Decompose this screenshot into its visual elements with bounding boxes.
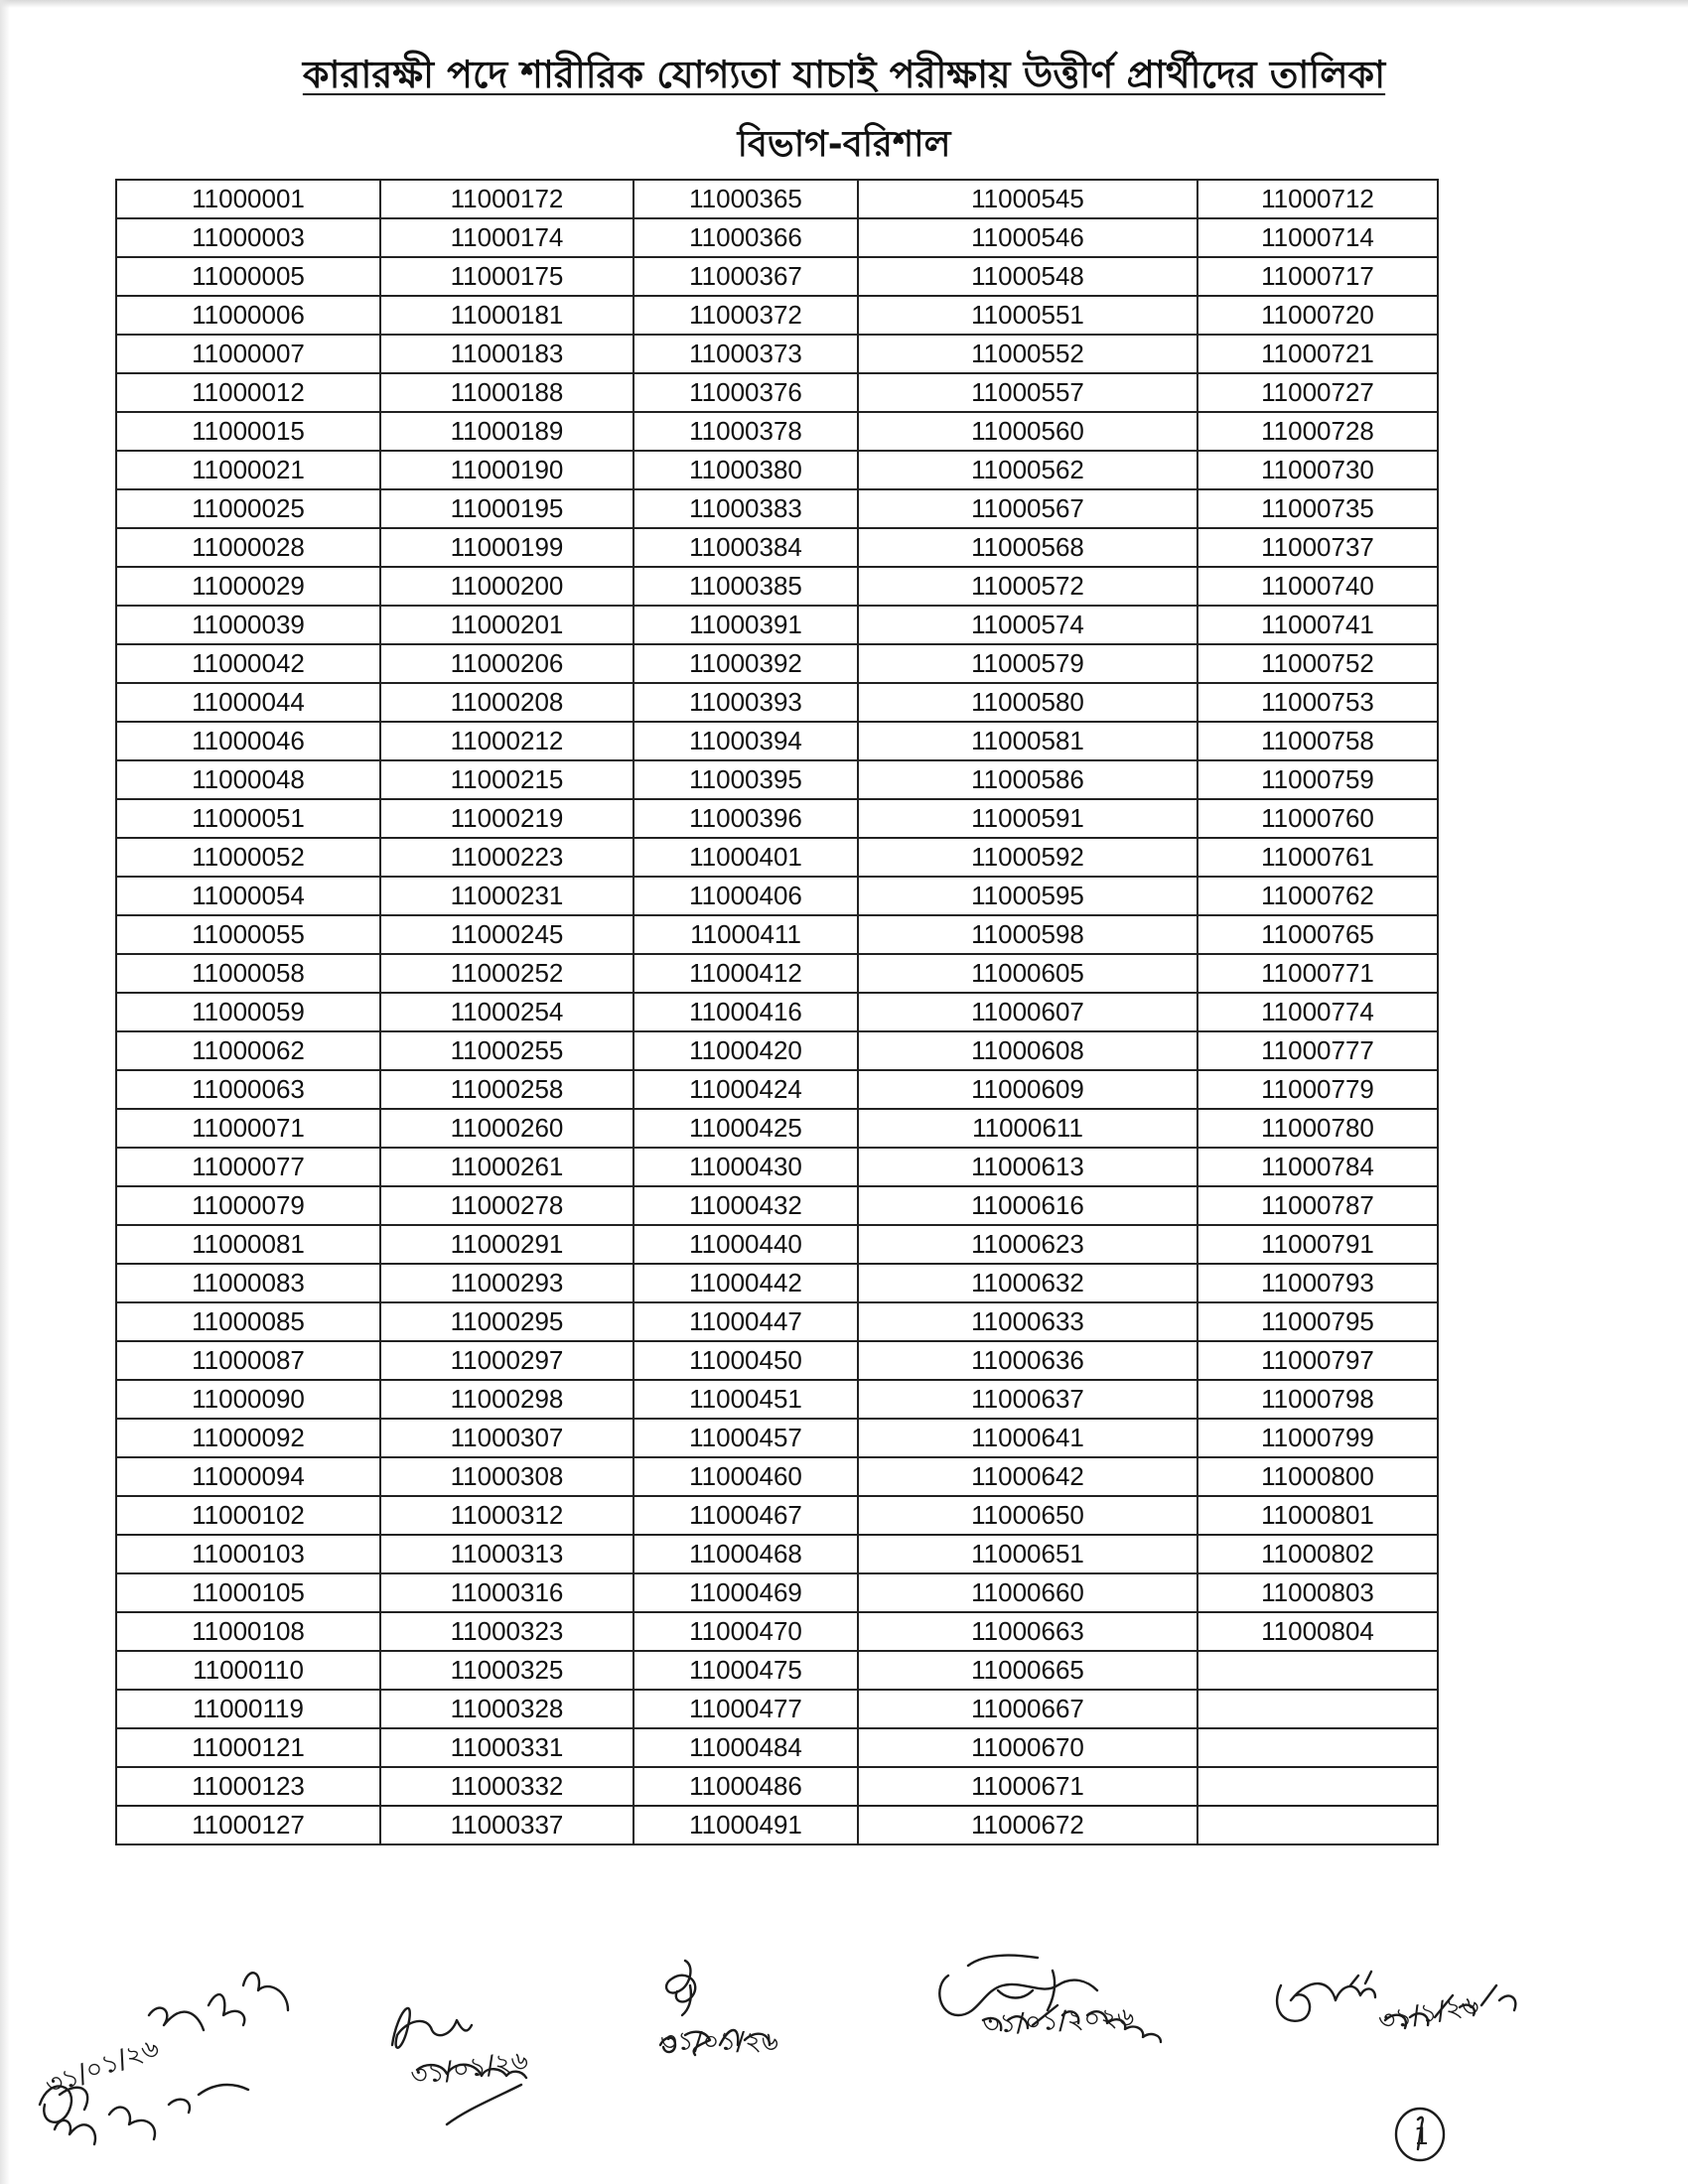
roll-number-cell: 11000671 — [858, 1767, 1197, 1806]
roll-number-cell: 11000728 — [1197, 412, 1438, 451]
roll-number-cell: 11000121 — [116, 1728, 380, 1767]
roll-number-cell: 11000255 — [380, 1031, 633, 1070]
signature-3-date: ৩১/০১/২৬ — [660, 2027, 778, 2057]
document-title — [0, 46, 1688, 109]
table-row — [116, 1148, 1438, 1186]
roll-number-cell: 11000740 — [1197, 567, 1438, 606]
signature-1 — [40, 1973, 288, 2144]
roll-number-cell: 11000457 — [633, 1419, 858, 1457]
roll-number-cell: 11000581 — [858, 722, 1197, 760]
roll-number-cell — [1197, 1728, 1438, 1767]
table-row — [116, 1419, 1438, 1457]
roll-number-cell: 11000190 — [380, 451, 633, 489]
roll-number-cell: 11000714 — [1197, 218, 1438, 257]
roll-number-cell: 11000632 — [858, 1264, 1197, 1302]
roll-number-cell: 11000761 — [1197, 838, 1438, 877]
table-row — [116, 1806, 1438, 1844]
roll-number-cell: 11000545 — [858, 180, 1197, 218]
roll-number-cell — [1197, 1767, 1438, 1806]
table-row — [116, 335, 1438, 373]
roll-number-cell: 11000660 — [858, 1573, 1197, 1612]
table-row — [116, 644, 1438, 683]
table-row — [116, 1380, 1438, 1419]
roll-number-cell: 11000052 — [116, 838, 380, 877]
table-row — [116, 1186, 1438, 1225]
roll-number-cell: 11000258 — [380, 1070, 633, 1109]
roll-number-cell: 11000557 — [858, 373, 1197, 412]
roll-number-cell: 11000042 — [116, 644, 380, 683]
roll-number-cell: 11000044 — [116, 683, 380, 722]
roll-number-cell: 11000613 — [858, 1148, 1197, 1186]
roll-number-cell: 11000393 — [633, 683, 858, 722]
roll-number-cell: 11000105 — [116, 1573, 380, 1612]
roll-number-cell: 11000175 — [380, 257, 633, 296]
table-row — [116, 799, 1438, 838]
roll-number-cell: 11000801 — [1197, 1496, 1438, 1535]
table-row — [116, 1612, 1438, 1651]
signature-5-date: ৩১/১/২৬ — [1376, 1989, 1481, 2037]
roll-number-cell: 11000083 — [116, 1264, 380, 1302]
roll-number-cell: 11000579 — [858, 644, 1197, 683]
roll-number-cell: 11000468 — [633, 1535, 858, 1573]
roll-number-cell: 11000567 — [858, 489, 1197, 528]
table-row — [116, 180, 1438, 218]
roll-number-cell: 11000308 — [380, 1457, 633, 1496]
roll-number-cell: 11000650 — [858, 1496, 1197, 1535]
roll-number-cell: 11000395 — [633, 760, 858, 799]
roll-number-cell: 11000245 — [380, 915, 633, 954]
roll-number-cell: 11000797 — [1197, 1341, 1438, 1380]
roll-number-cell: 11000730 — [1197, 451, 1438, 489]
roll-number-cell: 11000580 — [858, 683, 1197, 722]
document-subtitle: বিভাগ-বরিশাল — [737, 124, 951, 165]
roll-number-cell: 11000791 — [1197, 1225, 1438, 1264]
table-row — [116, 954, 1438, 993]
roll-number-cell: 11000609 — [858, 1070, 1197, 1109]
roll-number-cell: 11000779 — [1197, 1070, 1438, 1109]
table-row — [116, 528, 1438, 567]
table-row — [116, 1031, 1438, 1070]
signature-2-date: ৩১/০১/২৬ — [408, 2045, 530, 2092]
roll-number-cell: 11000307 — [380, 1419, 633, 1457]
roll-number-cell: 11000447 — [633, 1302, 858, 1341]
table-row — [116, 1535, 1438, 1573]
roll-number-cell: 11000012 — [116, 373, 380, 412]
roll-number-cell: 11000469 — [633, 1573, 858, 1612]
table-row — [116, 1341, 1438, 1380]
roll-number-cell: 11000568 — [858, 528, 1197, 567]
roll-number-cell: 11000741 — [1197, 606, 1438, 644]
roll-number-cell: 11000199 — [380, 528, 633, 567]
roll-number-cell: 11000391 — [633, 606, 858, 644]
roll-number-cell: 11000372 — [633, 296, 858, 335]
roll-number-cell: 11000425 — [633, 1109, 858, 1148]
table-row — [116, 412, 1438, 451]
table-row — [116, 218, 1438, 257]
roll-number-cell: 11000001 — [116, 180, 380, 218]
roll-number-cell: 11000430 — [633, 1148, 858, 1186]
roll-number-cell: 11000412 — [633, 954, 858, 993]
roll-number-cell: 11000174 — [380, 218, 633, 257]
roll-number-cell: 11000219 — [380, 799, 633, 838]
roll-number-cell: 11000102 — [116, 1496, 380, 1535]
roll-number-cell: 11000486 — [633, 1767, 858, 1806]
signature-area — [0, 1946, 1688, 2184]
roll-number-cell: 11000598 — [858, 915, 1197, 954]
table-row — [116, 257, 1438, 296]
roll-number-cell: 11000572 — [858, 567, 1197, 606]
roll-number-cell: 11000623 — [858, 1225, 1197, 1264]
roll-number-cell: 11000331 — [380, 1728, 633, 1767]
roll-number-cell: 11000328 — [380, 1690, 633, 1728]
roll-number-cell: 11000396 — [633, 799, 858, 838]
roll-number-cell: 11000394 — [633, 722, 858, 760]
roll-number-cell: 11000007 — [116, 335, 380, 373]
roll-number-cell: 11000670 — [858, 1728, 1197, 1767]
table-row — [116, 1070, 1438, 1109]
roll-number-cell: 11000424 — [633, 1070, 858, 1109]
roll-number-cell: 11000460 — [633, 1457, 858, 1496]
roll-number-cell: 11000484 — [633, 1728, 858, 1767]
table-row — [116, 722, 1438, 760]
roll-number-cell: 11000762 — [1197, 877, 1438, 915]
roll-number-cell: 11000316 — [380, 1573, 633, 1612]
roll-number-cell: 11000295 — [380, 1302, 633, 1341]
roll-number-cell: 11000081 — [116, 1225, 380, 1264]
roll-number-cell: 11000260 — [380, 1109, 633, 1148]
roll-number-cell: 11000552 — [858, 335, 1197, 373]
roll-number-cell: 11000795 — [1197, 1302, 1438, 1341]
roll-number-cell: 11000440 — [633, 1225, 858, 1264]
roll-number-cell: 11000092 — [116, 1419, 380, 1457]
roll-number-cell: 11000103 — [116, 1535, 380, 1573]
roll-number-cell: 11000787 — [1197, 1186, 1438, 1225]
roll-number-cell: 11000252 — [380, 954, 633, 993]
roll-number-cell: 11000383 — [633, 489, 858, 528]
roll-number-cell: 11000607 — [858, 993, 1197, 1031]
roll-number-cell: 11000332 — [380, 1767, 633, 1806]
roll-number-cell: 11000651 — [858, 1535, 1197, 1573]
signatures-drawing — [0, 1946, 1688, 2184]
roll-number-cell: 11000025 — [116, 489, 380, 528]
roll-number-cell: 11000720 — [1197, 296, 1438, 335]
roll-number-cell: 11000560 — [858, 412, 1197, 451]
roll-number-cell: 11000123 — [116, 1767, 380, 1806]
roll-number-cell: 11000188 — [380, 373, 633, 412]
table-row — [116, 760, 1438, 799]
roll-number-cell: 11000378 — [633, 412, 858, 451]
roll-number-cell: 11000663 — [858, 1612, 1197, 1651]
roll-number-cell: 11000110 — [116, 1651, 380, 1690]
roll-number-cell: 11000551 — [858, 296, 1197, 335]
table-row — [116, 1651, 1438, 1690]
roll-number-cell: 11000401 — [633, 838, 858, 877]
roll-number-cell — [1197, 1806, 1438, 1844]
roll-number-cell: 11000189 — [380, 412, 633, 451]
roll-number-cell: 11000021 — [116, 451, 380, 489]
roll-number-cell: 11000803 — [1197, 1573, 1438, 1612]
roll-number-cell: 11000087 — [116, 1341, 380, 1380]
roll-number-cell: 11000195 — [380, 489, 633, 528]
roll-number-cell: 11000212 — [380, 722, 633, 760]
roll-number-cell: 11000293 — [380, 1264, 633, 1302]
table-row — [116, 683, 1438, 722]
signature-4-date: ৩১/০১/২০২৬ — [981, 2002, 1135, 2040]
roll-number-cell: 11000765 — [1197, 915, 1438, 954]
signature-1-date: ৩১/০১/২৬ — [42, 2032, 164, 2102]
roll-number-cell: 11000477 — [633, 1690, 858, 1728]
roll-number-cell: 11000475 — [633, 1651, 858, 1690]
scan-edge-left — [0, 0, 10, 2184]
roll-number-cell — [1197, 1690, 1438, 1728]
roll-number-cell: 11000313 — [380, 1535, 633, 1573]
table-row — [116, 993, 1438, 1031]
roll-number-cell: 11000079 — [116, 1186, 380, 1225]
roll-number-cell: 11000090 — [116, 1380, 380, 1419]
roll-number-cell: 11000804 — [1197, 1612, 1438, 1651]
roll-number-cell: 11000800 — [1197, 1457, 1438, 1496]
roll-number-cell: 11000337 — [380, 1806, 633, 1844]
roll-number-cell: 11000312 — [380, 1496, 633, 1535]
roll-number-cell: 11000077 — [116, 1148, 380, 1186]
roll-number-cell: 11000727 — [1197, 373, 1438, 412]
roll-number-cell: 11000416 — [633, 993, 858, 1031]
roll-table-body — [116, 180, 1438, 1844]
table-row — [116, 1690, 1438, 1728]
roll-number-cell: 11000325 — [380, 1651, 633, 1690]
roll-number-cell: 11000206 — [380, 644, 633, 683]
roll-number-cell: 11000793 — [1197, 1264, 1438, 1302]
table-row — [116, 1264, 1438, 1302]
roll-number-cell: 11000420 — [633, 1031, 858, 1070]
roll-number-cell: 11000411 — [633, 915, 858, 954]
roll-number-cell: 11000376 — [633, 373, 858, 412]
roll-number-cell: 11000071 — [116, 1109, 380, 1148]
table-row — [116, 1573, 1438, 1612]
roll-number-cell: 11000470 — [633, 1612, 858, 1651]
roll-number-cell: 11000208 — [380, 683, 633, 722]
roll-number-cell: 11000467 — [633, 1496, 858, 1535]
roll-number-cell: 11000108 — [116, 1612, 380, 1651]
table-row — [116, 1457, 1438, 1496]
document-title-text: কারারক্ষী পদে শারীরিক যোগ্যতা যাচাই পরীক্ষায় উত্তীর্ণ প্রার্থীদের তালিকা — [302, 53, 1386, 96]
roll-number-cell: 11000015 — [116, 412, 380, 451]
table-row — [116, 1728, 1438, 1767]
roll-number-cell: 11000385 — [633, 567, 858, 606]
roll-number-cell: 11000172 — [380, 180, 633, 218]
table-row — [116, 373, 1438, 412]
roll-number-cell: 11000181 — [380, 296, 633, 335]
table-row — [116, 296, 1438, 335]
roll-number-cell: 11000721 — [1197, 335, 1438, 373]
roll-number-cell: 11000616 — [858, 1186, 1197, 1225]
table-row — [116, 567, 1438, 606]
roll-number-cell: 11000059 — [116, 993, 380, 1031]
roll-number-cell: 11000586 — [858, 760, 1197, 799]
roll-number-cell: 11000758 — [1197, 722, 1438, 760]
roll-number-cell: 11000028 — [116, 528, 380, 567]
roll-number-cell: 11000432 — [633, 1186, 858, 1225]
roll-number-cell: 11000062 — [116, 1031, 380, 1070]
roll-number-table — [115, 179, 1439, 1845]
roll-number-cell: 11000491 — [633, 1806, 858, 1844]
roll-number-cell: 11000231 — [380, 877, 633, 915]
roll-number-cell: 11000323 — [380, 1612, 633, 1651]
roll-number-cell: 11000384 — [633, 528, 858, 567]
roll-number-cell: 11000297 — [380, 1341, 633, 1380]
roll-number-cell: 11000667 — [858, 1690, 1197, 1728]
roll-number-cell: 11000005 — [116, 257, 380, 296]
roll-number-cell: 11000085 — [116, 1302, 380, 1341]
table-row — [116, 489, 1438, 528]
roll-number-cell: 11000637 — [858, 1380, 1197, 1419]
roll-number-cell: 11000665 — [858, 1651, 1197, 1690]
roll-number-cell: 11000261 — [380, 1148, 633, 1186]
roll-number-cell: 11000451 — [633, 1380, 858, 1419]
roll-number-cell: 11000752 — [1197, 644, 1438, 683]
roll-number-cell: 11000366 — [633, 218, 858, 257]
roll-number-cell: 11000546 — [858, 218, 1197, 257]
roll-number-cell: 11000406 — [633, 877, 858, 915]
roll-number-cell: 11000592 — [858, 838, 1197, 877]
roll-number-cell: 11000753 — [1197, 683, 1438, 722]
roll-number-cell — [1197, 1651, 1438, 1690]
table-row — [116, 915, 1438, 954]
roll-number-cell: 11000735 — [1197, 489, 1438, 528]
roll-number-cell: 11000672 — [858, 1806, 1197, 1844]
roll-number-cell: 11000003 — [116, 218, 380, 257]
roll-number-cell: 11000200 — [380, 567, 633, 606]
roll-number-cell: 11000298 — [380, 1380, 633, 1419]
roll-number-cell: 11000051 — [116, 799, 380, 838]
roll-number-cell: 11000029 — [116, 567, 380, 606]
roll-number-cell: 11000450 — [633, 1341, 858, 1380]
roll-number-cell: 11000055 — [116, 915, 380, 954]
roll-number-cell: 11000562 — [858, 451, 1197, 489]
roll-number-cell: 11000605 — [858, 954, 1197, 993]
roll-number-cell: 11000759 — [1197, 760, 1438, 799]
roll-number-cell: 11000063 — [116, 1070, 380, 1109]
table-row — [116, 1302, 1438, 1341]
table-row — [116, 1767, 1438, 1806]
roll-number-cell: 11000127 — [116, 1806, 380, 1844]
table-row — [116, 877, 1438, 915]
table-row — [116, 838, 1438, 877]
roll-number-cell: 11000595 — [858, 877, 1197, 915]
roll-number-cell: 11000254 — [380, 993, 633, 1031]
roll-number-cell: 11000046 — [116, 722, 380, 760]
roll-number-cell: 11000784 — [1197, 1148, 1438, 1186]
roll-number-cell: 11000380 — [633, 451, 858, 489]
roll-number-cell: 11000048 — [116, 760, 380, 799]
roll-number-cell: 11000777 — [1197, 1031, 1438, 1070]
roll-number-cell: 11000633 — [858, 1302, 1197, 1341]
roll-number-cell: 11000392 — [633, 644, 858, 683]
roll-number-cell: 11000760 — [1197, 799, 1438, 838]
roll-number-cell: 11000642 — [858, 1457, 1197, 1496]
roll-number-cell: 11000054 — [116, 877, 380, 915]
roll-number-cell: 11000802 — [1197, 1535, 1438, 1573]
roll-number-cell: 11000442 — [633, 1264, 858, 1302]
roll-number-cell: 11000591 — [858, 799, 1197, 838]
roll-number-cell: 11000780 — [1197, 1109, 1438, 1148]
roll-number-cell: 11000799 — [1197, 1419, 1438, 1457]
roll-number-cell: 11000737 — [1197, 528, 1438, 567]
roll-number-cell: 11000641 — [858, 1419, 1197, 1457]
roll-number-cell: 11000278 — [380, 1186, 633, 1225]
roll-number-cell: 11000215 — [380, 760, 633, 799]
roll-number-cell: 11000006 — [116, 296, 380, 335]
table-row — [116, 1109, 1438, 1148]
roll-number-cell: 11000291 — [380, 1225, 633, 1264]
roll-number-cell: 11000119 — [116, 1690, 380, 1728]
roll-number-cell: 11000712 — [1197, 180, 1438, 218]
page-number: 1 — [1414, 2122, 1430, 2150]
roll-number-cell: 11000367 — [633, 257, 858, 296]
roll-number-cell: 11000611 — [858, 1109, 1197, 1148]
roll-number-cell: 11000548 — [858, 257, 1197, 296]
table-row — [116, 1496, 1438, 1535]
roll-number-cell: 11000608 — [858, 1031, 1197, 1070]
roll-number-cell: 11000058 — [116, 954, 380, 993]
roll-number-cell: 11000373 — [633, 335, 858, 373]
table-row — [116, 451, 1438, 489]
roll-number-cell: 11000039 — [116, 606, 380, 644]
roll-number-cell: 11000094 — [116, 1457, 380, 1496]
roll-number-cell: 11000223 — [380, 838, 633, 877]
roll-number-cell: 11000771 — [1197, 954, 1438, 993]
roll-number-cell: 11000365 — [633, 180, 858, 218]
roll-number-cell: 11000774 — [1197, 993, 1438, 1031]
roll-number-cell: 11000574 — [858, 606, 1197, 644]
table-row — [116, 1225, 1438, 1264]
table-row — [116, 606, 1438, 644]
roll-number-cell: 11000798 — [1197, 1380, 1438, 1419]
roll-number-cell: 11000183 — [380, 335, 633, 373]
roll-number-cell: 11000201 — [380, 606, 633, 644]
scan-edge-top — [0, 0, 1688, 8]
roll-number-cell: 11000636 — [858, 1341, 1197, 1380]
roll-number-cell: 11000717 — [1197, 257, 1438, 296]
